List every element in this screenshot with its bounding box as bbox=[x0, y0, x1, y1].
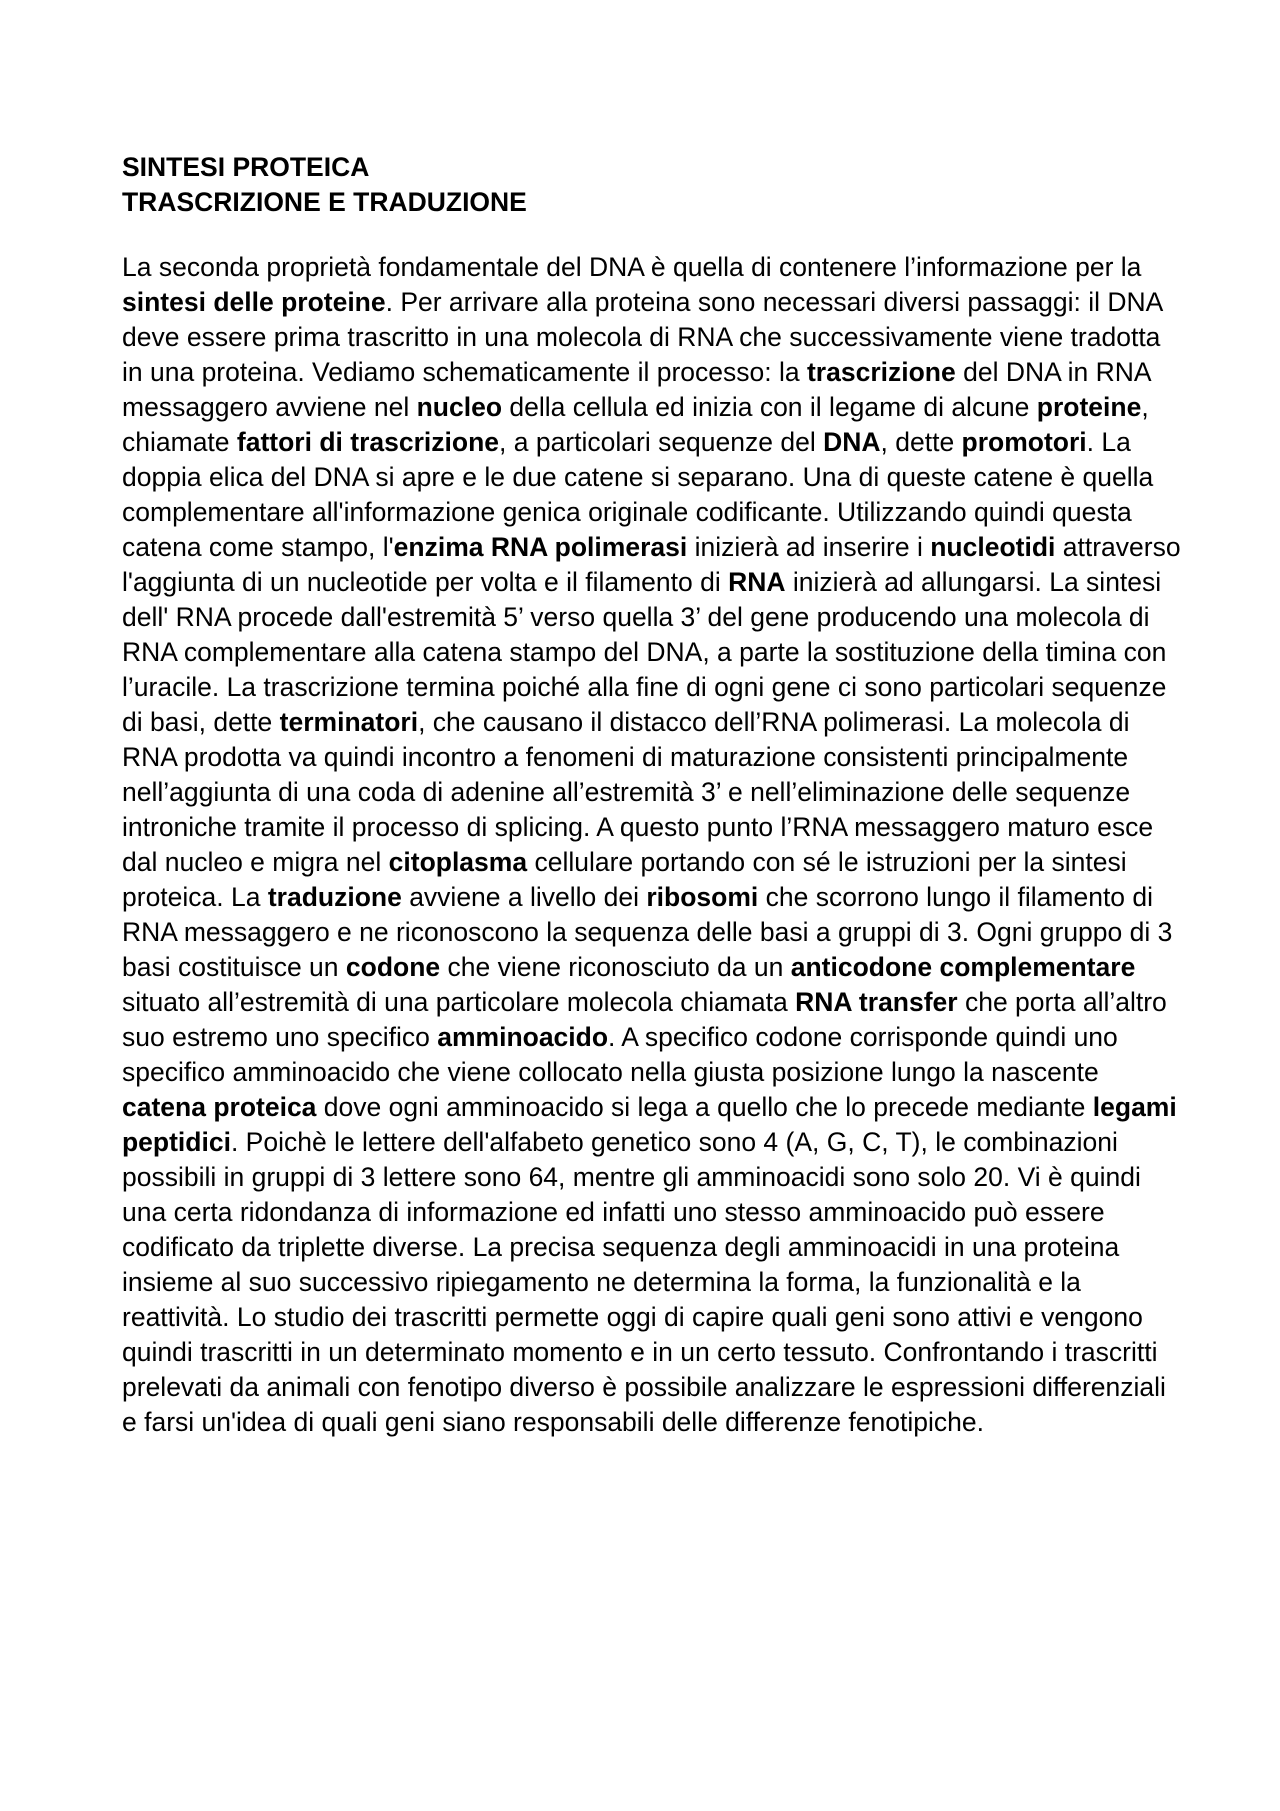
document-title bbox=[122, 150, 1182, 220]
bold-term: proteine bbox=[1036, 392, 1142, 422]
title-line-1: SINTESI PROTEICA bbox=[122, 152, 370, 182]
text-run: della cellula ed inizia con il legame di alcune bbox=[502, 392, 1037, 422]
text-run: avviene a livello dei bbox=[401, 882, 647, 912]
bold-term: promotori bbox=[961, 427, 1087, 457]
bold-term: codone bbox=[345, 952, 441, 982]
bold-term: catena proteica bbox=[122, 1092, 317, 1122]
text-run: , che causano il distacco dell’RNA polimerasi. La molecola di RNA prodotta va quindi incontro a fenomeni di maturazione consistenti principalmente nell’aggiunta di una coda di adenine all’estremità 3’ e nell’eliminazione delle sequenze introniche tramite il processo di splicing. A questo punto l’RNA messaggero maturo esce dal nucleo e migra nel bbox=[122, 707, 1154, 877]
body-paragraph bbox=[122, 250, 1182, 1440]
text-run: . Per arrivare alla proteina sono necessari diversi passaggi: il DNA deve essere prima trascritto in una molecola di RNA che successivamente viene tradotta in una proteina. Vediamo schematicamente il processo: la bbox=[122, 287, 1162, 387]
text-run: situato all’estremità di una particolare molecola chiamata bbox=[122, 987, 796, 1017]
text-run: cellulare portando con sé le istruzioni per la sintesi proteica. La bbox=[122, 847, 1127, 912]
bold-term: nucleo bbox=[416, 392, 503, 422]
text-run: inizierà ad inserire i bbox=[687, 532, 931, 562]
document-page bbox=[122, 150, 1182, 1440]
bold-term: amminoacido bbox=[437, 1022, 609, 1052]
bold-term: RNA transfer bbox=[795, 987, 958, 1017]
bold-term: traduzione bbox=[267, 882, 402, 912]
text-run: , dette bbox=[880, 427, 962, 457]
text-run: . A specifico codone corrisponde quindi uno specifico amminoacido che viene collocato nella giusta posizione lungo la nascente bbox=[122, 1022, 1118, 1087]
bold-term: nucleotidi bbox=[930, 532, 1056, 562]
text-run: attraverso l'aggiunta di un nucleotide per volta e il filamento di bbox=[122, 532, 1181, 597]
bold-term: terminatori bbox=[279, 707, 419, 737]
bold-term: sintesi delle proteine bbox=[122, 287, 386, 317]
text-run: che porta all’altro suo estremo uno specifico bbox=[122, 987, 1167, 1052]
bold-term: RNA bbox=[728, 567, 786, 597]
text-run: del DNA in RNA messaggero avviene nel bbox=[122, 357, 1151, 422]
bold-term: DNA bbox=[823, 427, 881, 457]
text-run: La seconda proprietà fondamentale del DNA è quella di contenere l’informazione per la bbox=[122, 252, 1142, 282]
text-run: dove ogni amminoacido si lega a quello che lo precede mediante bbox=[316, 1092, 1093, 1122]
bold-term: citoplasma bbox=[388, 847, 528, 877]
bold-term: enzima RNA polimerasi bbox=[393, 532, 688, 562]
title-line-2: TRASCRIZIONE E TRADUZIONE bbox=[122, 187, 527, 217]
text-run: , chiamate bbox=[122, 392, 1149, 457]
text-run: che scorrono lungo il filamento di RNA messaggero e ne riconoscono la sequenza delle basi a gruppi di 3. Ogni gruppo di 3 basi costituisce un bbox=[122, 882, 1173, 982]
text-run: inizierà ad allungarsi. La sintesi dell' RNA procede dall'estremità 5’ verso quella 3’ del gene producendo una molecola di RNA complementare alla catena stampo del DNA, a parte la sostituzione della timina con l’uracile. La trascrizione termina poiché alla fine di ogni gene ci sono particolari sequenze di basi, dette bbox=[122, 567, 1167, 737]
bold-term: ribosomi bbox=[646, 882, 759, 912]
text-run: . Poichè le lettere dell'alfabeto genetico sono 4 (A, G, C, T), le combinazioni possibili in gruppi di 3 lettere sono 64, mentre gli amminoacidi sono solo 20. Vi è quindi una certa ridondanza di informazione ed infatti uno stesso amminoacido può essere codificato da triplette diverse. La precisa sequenza degli amminoacidi in una proteina insieme al suo successivo ripiegamento ne determina la forma, la funzionalità e la reattività. Lo studio dei trascritti permette oggi di capire quali geni sono attivi e vengono quindi trascritti in un determinato momento e in un certo tessuto. Confrontando i trascritti prelevati da animali con fenotipo diverso è possibile analizzare le espressioni differenziali e farsi un'idea di quali geni siano responsabili delle differenze fenotipiche. bbox=[122, 1127, 1166, 1437]
bold-term: fattori di trascrizione bbox=[236, 427, 499, 457]
bold-term: legami peptidici bbox=[122, 1092, 1177, 1157]
text-run: , a particolari sequenze del bbox=[499, 427, 824, 457]
text-run: . La doppia elica del DNA si apre e le due catene si separano. Una di queste catene è quella complementare all'informazione genica originale codificante. Utilizzando quindi questa catena come stampo, l' bbox=[122, 427, 1154, 562]
bold-term: trascrizione bbox=[806, 357, 956, 387]
text-run: che viene riconosciuto da un bbox=[440, 952, 791, 982]
bold-term: anticodone complementare bbox=[790, 952, 1136, 982]
